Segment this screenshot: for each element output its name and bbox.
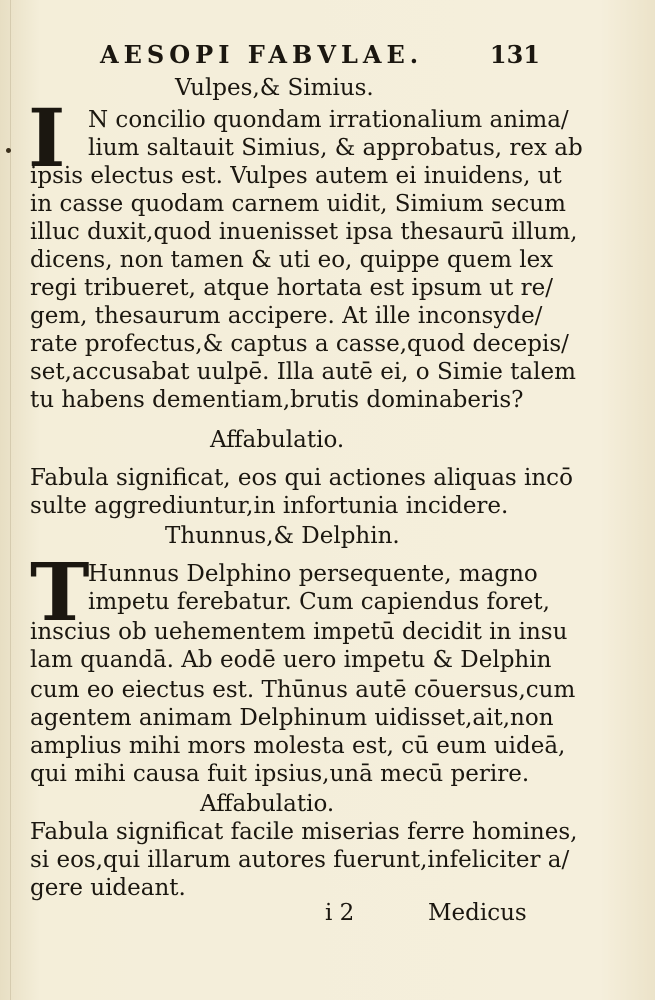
text-line: Hunnus Delphino persequente, magno (88, 561, 538, 587)
moral-line: gere uideant. (30, 875, 186, 901)
text-line: regi tribueret, atque hortata est ipsum ut re/ (30, 275, 554, 301)
margin-mark (6, 148, 11, 153)
text-line: impetu ferebatur. Cum capiendus foret, (88, 589, 550, 615)
text-line: N concilio quondam irrationalium anima/ (88, 107, 569, 133)
text-line: lam quandā. Ab eodē uero impetu & Delphin (30, 647, 552, 673)
text-line: tu habens dementiam,brutis dominaberis? (30, 387, 524, 413)
text-line: illuc duxit,quod inuenisset ipsa thesaurū illum, (30, 219, 578, 245)
moral-line: Fabula significat, eos qui actiones aliquas incō (30, 465, 573, 491)
moral-line: Fabula significat facile miserias ferre homines, (30, 819, 578, 845)
fable-title-1: Vulpes,& Simius. (175, 75, 374, 101)
page-number: 131 (489, 40, 540, 69)
moral-line: sulte aggrediuntur,in infortunia incidere. (30, 493, 509, 519)
affabulatio-heading-2: Affabulatio. (200, 791, 335, 817)
text-line: dicens, non tamen & uti eo, quippe quem lex (30, 247, 554, 273)
running-head (100, 40, 550, 70)
text-line: amplius mihi mors molesta est, cū eum uideā, (30, 733, 566, 759)
catchword: Medicus (428, 900, 527, 926)
text-line: rate profectus,& captus a casse,quod decepis/ (30, 331, 569, 357)
drop-cap-2: T (30, 545, 90, 639)
running-head-title: AESOPI FABVLAE. (100, 40, 424, 69)
moral-line: si eos,qui illarum autores fuerunt,infeliciter a/ (30, 847, 570, 873)
drop-cap-1: I (28, 91, 66, 185)
text-line: inscius ob uehementem impetū decidit in insu (30, 619, 568, 645)
fable-title-2: Thunnus,& Delphin. (165, 523, 400, 549)
text-line: set,accusabat uulpē. Illa autē ei, o Simie talem (30, 359, 576, 385)
text-line: in casse quodam carnem uidit, Simium secum (30, 191, 566, 217)
text-line: lium saltauit Simius, & approbatus, rex ab (88, 135, 583, 161)
affabulatio-heading-1: Affabulatio. (210, 427, 345, 453)
signature-mark: i 2 (325, 900, 355, 926)
text-line: cum eo eiectus est. Thūnus autē cōuersus,cum (30, 677, 576, 703)
text-line: gem, thesaurum accipere. At ille inconsyde/ (30, 303, 543, 329)
text-line: ipsis electus est. Vulpes autem ei inuidens, ut (30, 163, 562, 189)
text-line: qui mihi causa fuit ipsius,unā mecū perire. (30, 761, 530, 787)
text-line: agentem animam Delphinum uidisset,ait,non (30, 705, 554, 731)
